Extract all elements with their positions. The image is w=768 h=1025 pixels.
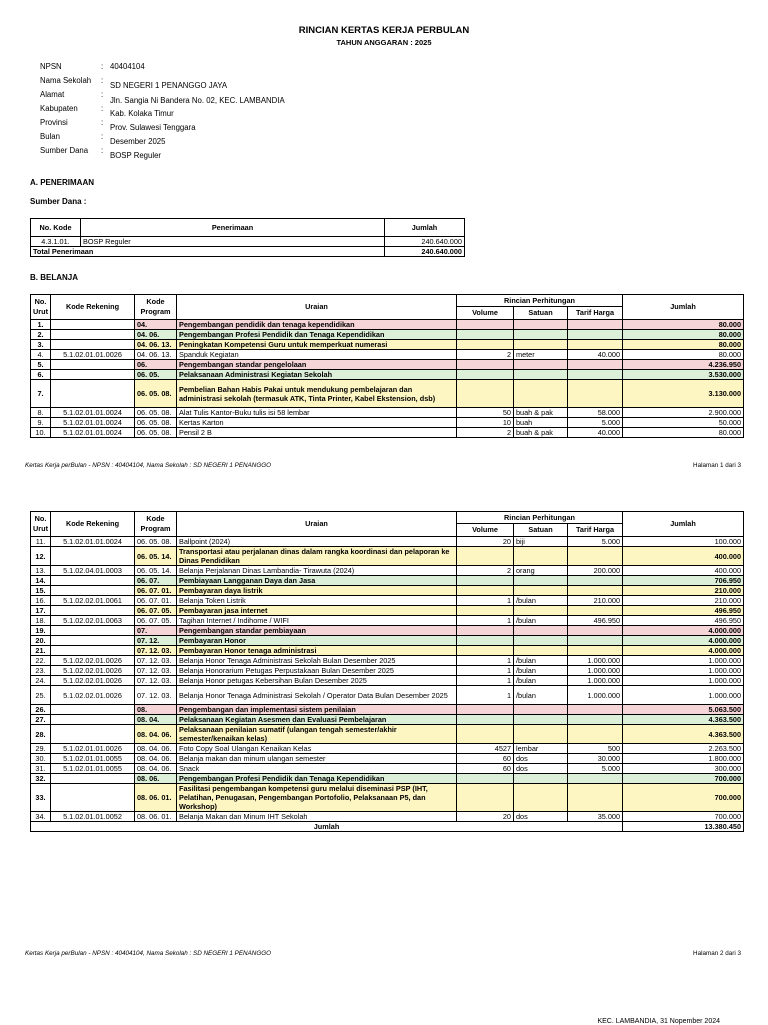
penerimaan-table (30, 218, 465, 257)
table-row: 31. 5.1.02.01.01.0055 08. 04. 06. Snack 60 dos 5.000 300.000 (31, 764, 744, 774)
table-row: 16. 5.1.02.02.01.0061 06. 07. 01. Belanja Token Listrik 1 /bulan 210.000 210.000 (31, 596, 744, 606)
signature-place-date: KEC. LAMBANDIA, 31 Nopember 2024 (597, 1018, 720, 1025)
table-row: 14. 06. 07. Pembiayaan Langganan Daya dan Jasa 706.950 (31, 576, 744, 586)
header-kode-program: Kode Program (135, 295, 177, 320)
header-uraian: Uraian (177, 512, 457, 537)
table-row: 27. 08. 04. Pelaksanaan Kegiatan Asesmen dan Evaluasi Pembelajaran 4.363.500 (31, 715, 744, 725)
header-kode-rekening: Kode Rekening (51, 295, 135, 320)
belanja-table-page-1 (30, 294, 744, 438)
table-row: 11. 5.1.02.01.01.0024 06. 05. 08. Ballpoint (2024) 20 biji 5.000 100.000 (31, 537, 744, 547)
table-row: 12. 06. 05. 14. Transportasi atau perjalanan dinas dalam rangka koordinasi dan pelaporan ke Dinas Pendidikan 400.000 (31, 547, 744, 566)
table-row: 34. 5.1.02.01.01.0052 08. 06. 01. Belanja Makan dan Minum IHT Sekolah 20 dos 35.000 700.000 (31, 812, 744, 822)
header-jumlah: Jumlah (623, 295, 744, 320)
table-row: 25. 5.1.02.02.01.0026 07. 12. 03. Belanja Honor Tenaga Administrasi Sekolah / Operator Data Bulan Desember 2025 1 /bulan 1.000.000 1.000.000 (31, 686, 744, 705)
table-row: 30. 5.1.02.01.01.0055 08. 04. 06. Belanja makan dan minum ulangan semester 60 dos 30.000 1.800.000 (31, 754, 744, 764)
table-row: 7. 06. 05. 08. Pembelian Bahan Habis Pakai untuk mendukung pembelajaran dan administrasi sekolah (termasuk ATK, Tinta Printer, Kabel Ekstension, dsb) 3.130.000 (31, 380, 744, 408)
footer-page-number-2: Halaman 2 dari 3 (693, 950, 741, 957)
table-row: 4.3.1.01. BOSP Reguler 240.640.000 (31, 237, 465, 247)
header-satuan: Satuan (514, 524, 568, 537)
page-title: RINCIAN KERTAS KERJA PERBULAN (298, 25, 470, 36)
section-b-title: B. BELANJA (30, 273, 79, 282)
table-row: 5. 06. Pengembangan standar pengelolaan 4.236.950 (31, 360, 744, 370)
header-no-urut: No. Urut (31, 512, 51, 537)
header-no-urut: No. Urut (31, 295, 51, 320)
table-row: 23. 5.1.02.02.01.0026 07. 12. 03. Belanja Honorarium Petugas Perpustakaan Bulan Desember 2025 1 /bulan 1.000.000 1.000.000 (31, 666, 744, 676)
header-kode-program: Kode Program (135, 512, 177, 537)
table-row: 22. 5.1.02.02.01.0026 07. 12. 03. Belanja Honor Tenaga Administrasi Sekolah Bulan Desember 2025 1 /bulan 1.000.000 1.000.000 (31, 656, 744, 666)
header-kode-rekening: Kode Rekening (51, 512, 135, 537)
footer-left-page-1: Kertas Kerja perBulan - NPSN : 40404104, Nama Sekolah : SD NEGERI 1 PENANGGO (25, 462, 272, 469)
table-row: 17. 06. 07. 05. Pembayaran jasa internet 496.950 (31, 606, 744, 616)
header-penerimaan: Penerimaan (81, 219, 385, 237)
table-row: 2. 04. 06. Pengembangan Profesi Pendidik dan Tenaga Kependidikan 80.000 (31, 330, 744, 340)
table-row: 9. 5.1.02.01.01.0024 06. 05. 08. Kertas Karton 10 buah 5.000 50.000 (31, 418, 744, 428)
footer-left-page-2: Kertas Kerja perBulan - NPSN : 40404104, Nama Sekolah : SD NEGERI 1 PENANGGO (25, 950, 272, 957)
table-row: 8. 5.1.02.01.01.0024 06. 05. 08. Alat Tulis Kantor-Buku tulis isi 58 lembar 50 buah & pak 58.000 2.900.000 (31, 408, 744, 418)
header-volume: Volume (457, 524, 514, 537)
header-no-kode: No. Kode (31, 219, 81, 237)
header-satuan: Satuan (514, 307, 568, 320)
table-row: 24. 5.1.02.02.01.0026 07. 12. 03. Belanja Honor petugas Kebersihan Bulan Desember 2025 1 /bulan 1.000.000 1.000.000 (31, 676, 744, 686)
belanja-table-page-2 (30, 511, 744, 832)
header-rincian: Rincian Perhitungan (457, 295, 623, 307)
table-row: 32. 08. 06. Pengembangan Profesi Pendidik dan Tenaga Kependidikan 700.000 (31, 774, 744, 784)
table-row: 18. 5.1.02.02.01.0063 06. 07. 05. Tagihan Internet / Indihome / WIFI 1 /bulan 496.950 496.950 (31, 616, 744, 626)
table-row: 6. 06. 05. Pelaksanaan Administrasi Kegiatan Sekolah 3.530.000 (31, 370, 744, 380)
header-tarif: Tarif Harga (568, 524, 623, 537)
table-row: 15. 06. 07. 01. Pembayaran daya listrik 210.000 (31, 586, 744, 596)
table-row: 26. 08. Pengembangan dan implementasi sistem penilaian 5.063.500 (31, 705, 744, 715)
total-row: Total Penerimaan 240.640.000 (31, 247, 465, 257)
header-tarif: Tarif Harga (568, 307, 623, 320)
table-row: 29. 5.1.02.01.01.0026 08. 04. 06. Foto Copy Soal Ulangan Kenaikan Kelas 4527 lembar 500 2.263.500 (31, 744, 744, 754)
footer-page-number-1: Halaman 1 dari 3 (693, 462, 741, 469)
page-subtitle: TAHUN ANGGARAN : 2025 (336, 38, 432, 47)
sumber-dana-label: Sumber Dana : (30, 197, 87, 206)
section-a-title: A. PENERIMAAN (30, 178, 95, 187)
table-row: 20. 07. 12. Pembayaran Honor 4.000.000 (31, 636, 744, 646)
table-row: 21. 07. 12. 03. Pembayaran Honor tenaga administrasi 4.000.000 (31, 646, 744, 656)
jumlah-total-row: Jumlah 13.380.450 (31, 822, 744, 832)
table-row: 1. 04. Pengembangan pendidik dan tenaga kependidikan 80.000 (31, 320, 744, 330)
table-row: 10. 5.1.02.01.01.0024 06. 05. 08. Pensil 2 B 2 buah & pak 40.000 80.000 (31, 428, 744, 438)
header-rincian: Rincian Perhitungan (457, 512, 623, 524)
header-jumlah: Jumlah (385, 219, 465, 237)
header-jumlah: Jumlah (623, 512, 744, 537)
table-row: 4. 5.1.02.01.01.0026 04. 06. 13. Spanduk Kegiatan 2 meter 40.000 80.000 (31, 350, 744, 360)
table-row: 13. 5.1.02.04.01.0003 06. 05. 14. Belanja Perjalanan Dinas Lambandia- Tirawuta (2024) 2 orang 200.000 400.000 (31, 566, 744, 576)
table-row: 3. 04. 06. 13. Peningkatan Kompetensi Guru untuk memperkuat numerasi 80.000 (31, 340, 744, 350)
table-row: 19. 07. Pengembangan standar pembiayaan 4.000.000 (31, 626, 744, 636)
table-row: 28. 08. 04. 06. Pelaksanaan penilaian sumatif (ulangan tengah semester/akhir semester/kenaikan kelas) 4.363.500 (31, 725, 744, 744)
header-volume: Volume (457, 307, 514, 320)
table-row: 33. 08. 06. 01. Fasilitasi pengembangan kompetensi guru melalui diseminasi PSP (IHT, Pelatihan, Penugasan, Pengembangan Portofolio, Pelaksanaan P5, dan Workshop) 700.000 (31, 784, 744, 812)
header-uraian: Uraian (177, 295, 457, 320)
